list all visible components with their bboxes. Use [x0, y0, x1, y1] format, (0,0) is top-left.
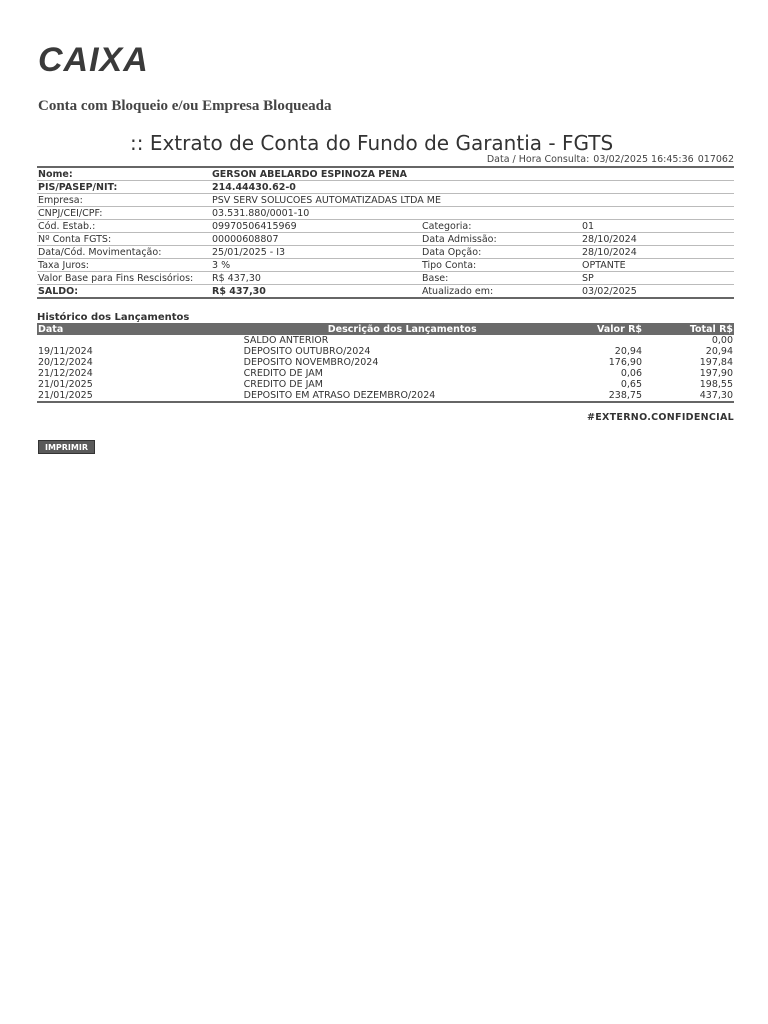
- row-descricao: CREDITO DE JAM: [243, 368, 323, 379]
- row-data: [37, 335, 243, 346]
- valor-base-value: R$ 437,30: [211, 272, 421, 285]
- juros-label: Taxa Juros:: [37, 259, 211, 272]
- row-total: 198,55: [699, 379, 733, 390]
- page-title: :: Extrato de Conta do Fundo de Garantia - FGTS: [130, 131, 614, 155]
- row-valor: [562, 335, 643, 346]
- categoria-value: 01: [581, 220, 734, 233]
- cnpj-value: 03.531.880/0001-10: [211, 207, 734, 220]
- consult-value: 03/02/2025 16:45:36: [593, 154, 694, 165]
- movimentacao-label: Data/Cód. Movimentação:: [37, 246, 211, 259]
- col-header-valor: Valor R$: [562, 323, 643, 335]
- row-descricao: SALDO ANTERIOR: [243, 335, 329, 346]
- admissao-value: 28/10/2024: [581, 233, 734, 246]
- saldo-value: R$ 437,30: [211, 285, 421, 299]
- row-data: 21/01/2025: [38, 379, 93, 390]
- cod-estab-value: 09970506415969: [211, 220, 421, 233]
- consult-code: 017062: [697, 154, 734, 165]
- atualizado-label: Atualizado em:: [421, 285, 581, 299]
- tipo-conta-value: OPTANTE: [581, 259, 734, 272]
- col-header-data: Data: [37, 323, 243, 335]
- conta-value: 00000608807: [211, 233, 421, 246]
- saldo-label: SALDO:: [37, 285, 211, 299]
- print-button[interactable]: IMPRIMIR: [38, 440, 95, 454]
- caixa-logo: CAIXA: [38, 41, 149, 79]
- row-valor: 0,06: [620, 368, 642, 379]
- juros-value: 3 %: [211, 259, 421, 272]
- consult-datetime: [472, 154, 734, 165]
- base-label: Base:: [421, 272, 581, 285]
- nome-value: GERSON ABELARDO ESPINOZA PENA: [211, 167, 734, 181]
- row-descricao: DEPOSITO NOVEMBRO/2024: [243, 357, 379, 368]
- empresa-value: PSV SERV SOLUCOES AUTOMATIZADAS LTDA ME: [211, 194, 734, 207]
- table-row: [37, 379, 734, 390]
- empresa-label: Empresa:: [37, 194, 211, 207]
- table-row: [37, 368, 734, 379]
- col-header-total: Total R$: [643, 323, 734, 335]
- row-valor: 176,90: [608, 357, 642, 368]
- col-header-descricao: Descrição dos Lançamentos: [243, 323, 562, 335]
- nome-label: Nome:: [37, 167, 211, 181]
- categoria-label: Categoria:: [421, 220, 581, 233]
- table-row: [37, 357, 734, 368]
- movimentacao-value: 25/01/2025 - I3: [211, 246, 421, 259]
- table-row: [37, 390, 734, 402]
- account-info-table: [37, 166, 734, 299]
- cnpj-label: CNPJ/CEI/CPF:: [37, 207, 211, 220]
- row-total: 0,00: [711, 335, 733, 346]
- atualizado-value: 03/02/2025: [581, 285, 734, 299]
- row-descricao: DEPOSITO EM ATRASO DEZEMBRO/2024: [243, 390, 562, 402]
- admissao-label: Data Admissão:: [421, 233, 581, 246]
- pis-value: 214.44430.62-0: [211, 181, 734, 194]
- history-title: Histórico dos Lançamentos: [37, 312, 190, 323]
- row-data: 19/11/2024: [38, 346, 93, 357]
- opcao-value: 28/10/2024: [581, 246, 734, 259]
- conta-label: Nº Conta FGTS:: [37, 233, 211, 246]
- row-data: 20/12/2024: [38, 357, 93, 368]
- opcao-label: Data Opção:: [421, 246, 581, 259]
- consult-label: Data / Hora Consulta:: [486, 154, 590, 165]
- base-value: SP: [581, 272, 734, 285]
- row-total: 197,84: [699, 357, 733, 368]
- pis-label: PIS/PASEP/NIT:: [37, 181, 211, 194]
- row-data: 21/12/2024: [38, 368, 93, 379]
- confidential-tag: #EXTERNO.CONFIDENCIAL: [586, 412, 734, 423]
- row-total: 20,94: [705, 346, 733, 357]
- table-row: [37, 346, 734, 357]
- tipo-conta-label: Tipo Conta:: [421, 259, 581, 272]
- row-descricao: DEPOSITO OUTUBRO/2024: [243, 346, 371, 357]
- row-valor: 238,75: [562, 390, 643, 402]
- row-descricao: CREDITO DE JAM: [243, 379, 323, 390]
- row-total: 197,90: [699, 368, 733, 379]
- row-valor: 20,94: [614, 346, 642, 357]
- row-total: 437,30: [643, 390, 734, 402]
- history-table: [37, 323, 734, 403]
- cod-estab-label: Cód. Estab.:: [37, 220, 211, 233]
- row-data: 21/01/2025: [37, 390, 243, 402]
- table-row: [37, 335, 734, 346]
- blocked-account-notice: Conta com Bloqueio e/ou Empresa Bloqueada: [38, 98, 332, 114]
- valor-base-label: Valor Base para Fins Rescisórios:: [37, 272, 211, 285]
- row-valor: 0,65: [620, 379, 642, 390]
